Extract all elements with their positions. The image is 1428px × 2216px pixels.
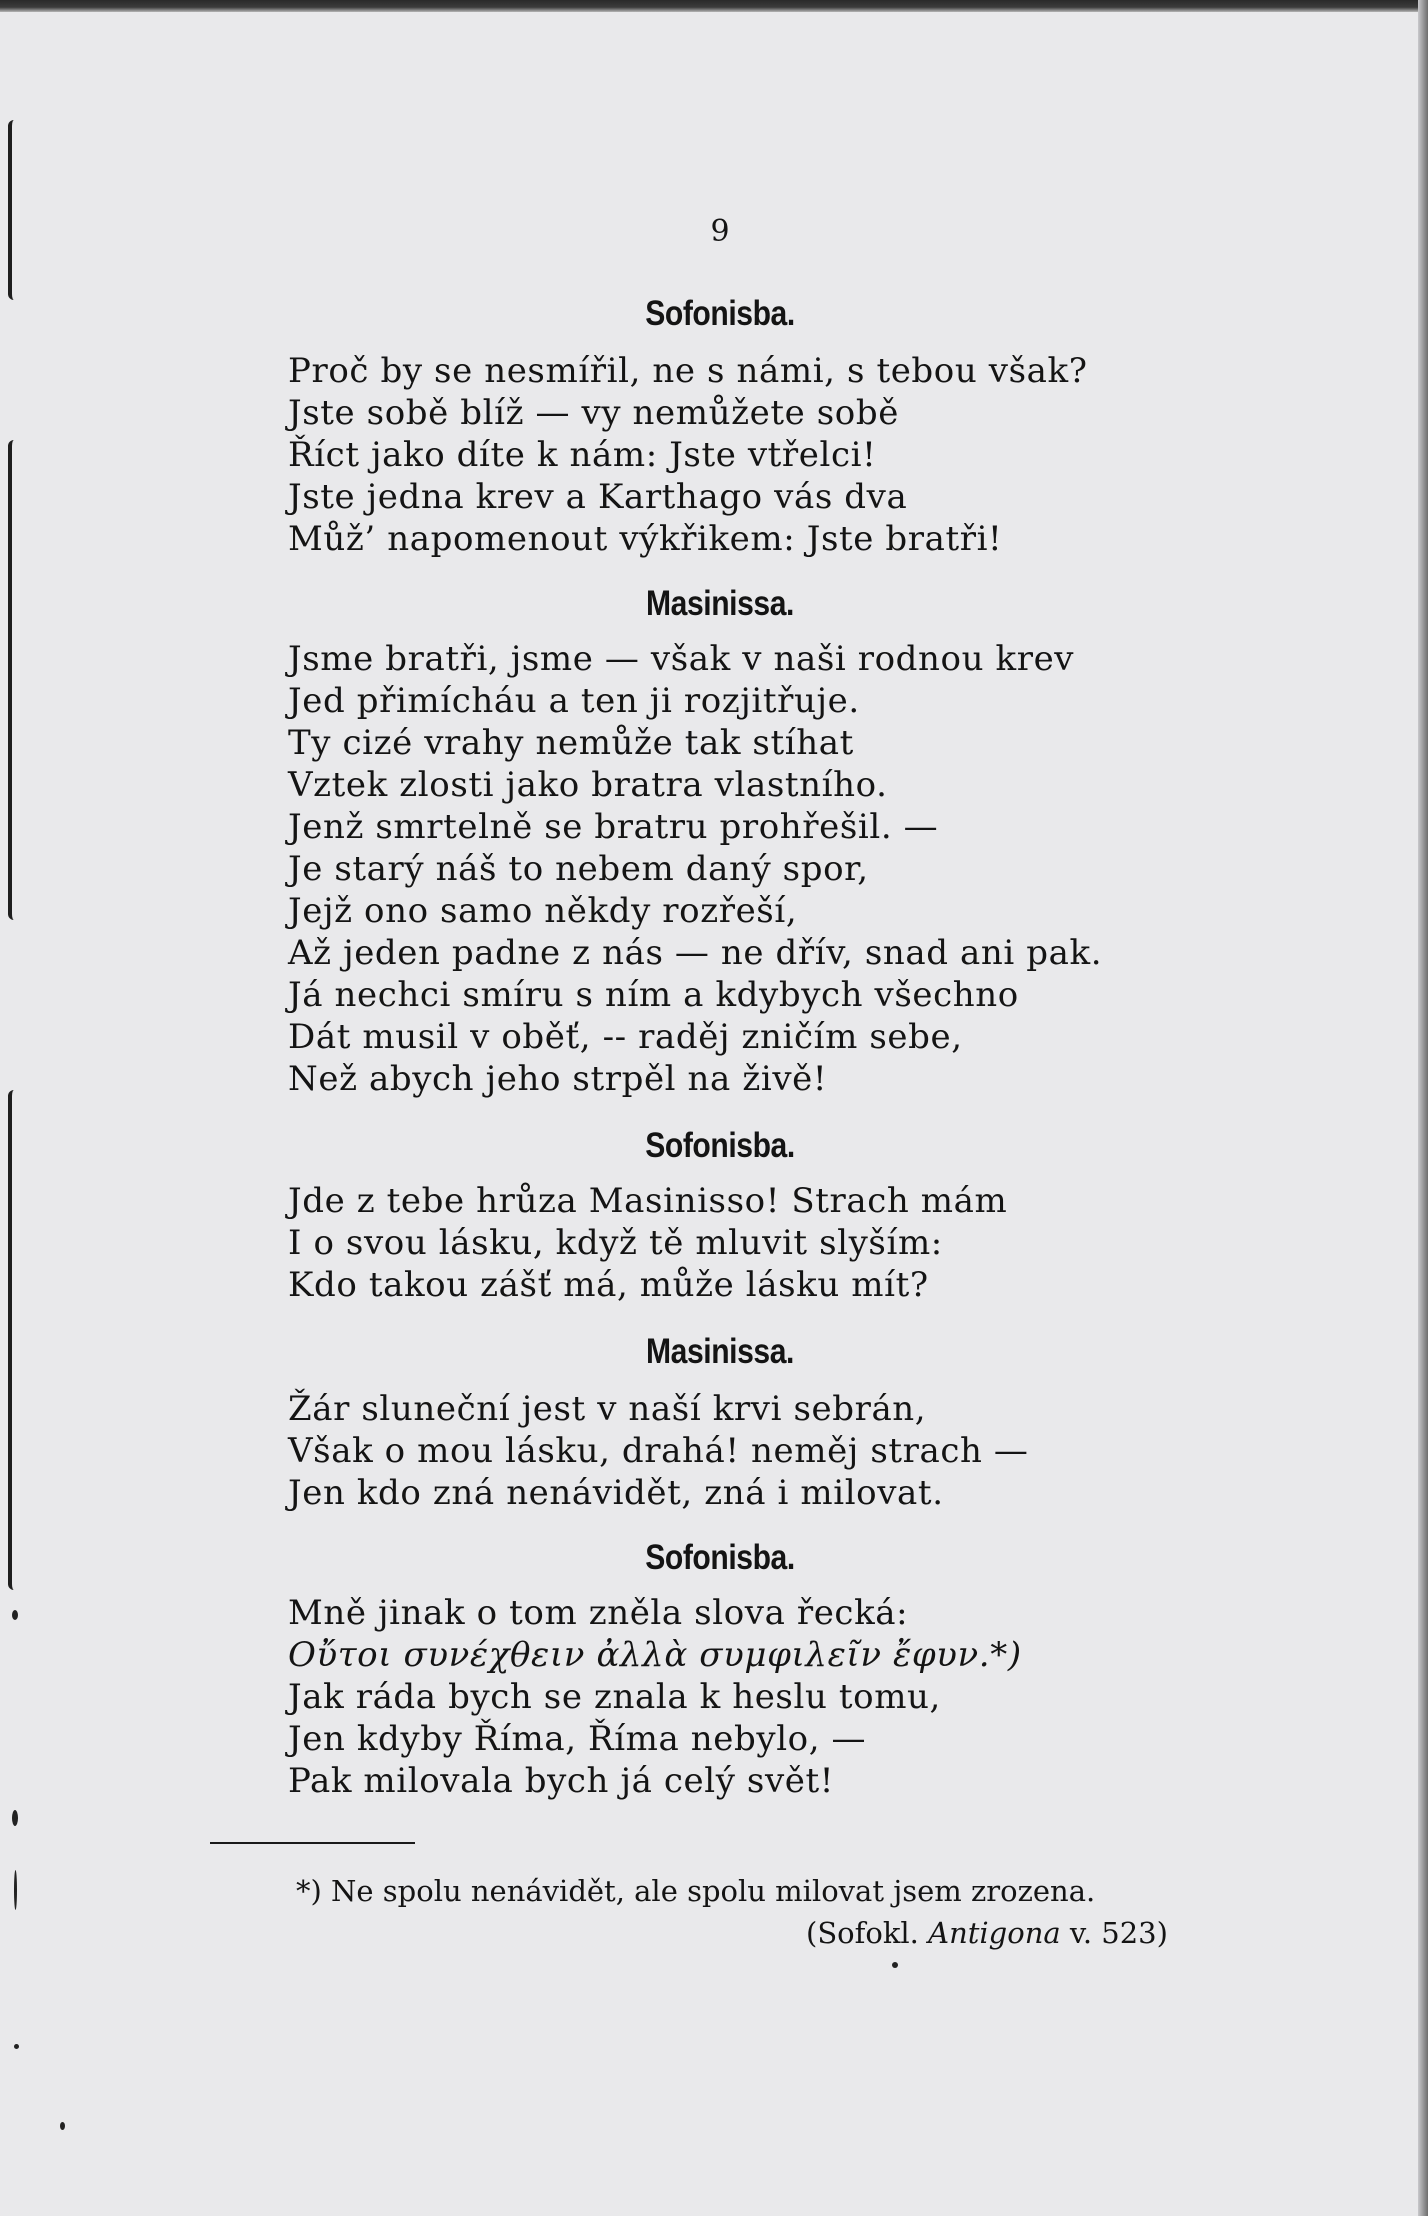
- top-border: [0, 0, 1428, 12]
- verse-line: Ty cizé vrahy nemůže tak stíhat: [288, 723, 854, 763]
- verse-line: Až jeden padne z nás — ne dřív, snad ani pak.: [288, 933, 1103, 973]
- verse-line: Však o mou lásku, drahá! neměj strach —: [288, 1431, 1029, 1471]
- speaker-heading: Sofonisba.: [645, 294, 795, 333]
- footnote-source: [296, 1912, 1168, 1954]
- speck: [892, 1962, 898, 1968]
- speck: [12, 1810, 18, 1826]
- verse-line: Jste sobě blíž — vy nemůžete sobě: [288, 393, 899, 433]
- verse-line: Jsme bratři, jsme — však v naši rodnou krev: [288, 639, 1075, 679]
- verse-line: Jen kdyby Říma, Říma nebylo, —: [288, 1719, 867, 1759]
- verse-line: I o svou lásku, když tě mluvit slyším:: [288, 1223, 943, 1263]
- verse-line: Je starý náš to nebem daný spor,: [288, 849, 869, 889]
- verse-line: Jste jedna krev a Karthago vás dva: [288, 477, 908, 517]
- speaker-heading: Masinissa.: [646, 1332, 794, 1371]
- verse-line: Žár sluneční jest v naší krvi sebrán,: [288, 1389, 927, 1429]
- verse-line: Jejž ono samo někdy rozřeší,: [288, 891, 798, 931]
- verse-line: Jak ráda bych se znala k heslu tomu,: [288, 1677, 941, 1717]
- page-number: 9: [710, 214, 730, 249]
- verse-line: Říct jako díte k nám: Jste vtřelci!: [288, 435, 877, 475]
- verse-line: Jde z tebe hrůza Masinisso! Strach mám: [288, 1181, 1008, 1221]
- speck: [60, 2122, 65, 2130]
- footnote: [296, 1870, 1168, 1954]
- speck: [14, 1870, 17, 1910]
- verse-line: Jenž smrtelně se bratru prohřešil. —: [288, 807, 939, 847]
- verse-line: Vztek zlosti jako bratra vlastního.: [288, 765, 888, 805]
- verse-line: Dát musil v oběť, -- raděj zničím sebe,: [288, 1017, 963, 1057]
- verse-block: [288, 350, 1088, 560]
- verse-line: Já nechci smíru s ním a kdybych všechno: [288, 975, 1019, 1015]
- verse-block: [288, 1180, 1007, 1306]
- verse-line: Mně jinak o tom zněla slova řecká:: [288, 1593, 909, 1633]
- source-close: v. 523): [1069, 1916, 1168, 1950]
- verse-line: Můž’ napomenout výkřikem: Jste bratři!: [288, 519, 1003, 559]
- verse-block: [288, 1592, 1022, 1802]
- verse-block: [288, 638, 1102, 1100]
- speck: [14, 2044, 19, 2049]
- binding-mark: [8, 120, 26, 300]
- speaker-heading: Sofonisba.: [645, 1126, 795, 1165]
- speaker-heading: Sofonisba.: [645, 1538, 795, 1577]
- footnote-rule: [210, 1842, 415, 1844]
- verse-block: [288, 1388, 1029, 1514]
- binding-mark: [8, 440, 26, 920]
- verse-line: Než abych jeho strpěl na živě!: [288, 1059, 828, 1099]
- source-work: Antigona: [928, 1916, 1061, 1950]
- greek-quote-line: Οὔτοι συνέχθειν ἀλλὰ συμφιλεῖν ἔφυν.*): [288, 1635, 1022, 1675]
- speck: [12, 1610, 18, 1620]
- binding-mark: [8, 1090, 26, 1590]
- right-page-edge: [1418, 0, 1428, 2216]
- verse-line: Proč by se nesmířil, ne s námi, s tebou však?: [288, 351, 1088, 391]
- verse-line: Jen kdo zná nenávidět, zná i milovat.: [288, 1473, 944, 1513]
- verse-line: Kdo takou zášť má, může lásku mít?: [288, 1265, 929, 1305]
- source-open: (Sofokl.: [806, 1916, 919, 1950]
- verse-line: Jed přimícháu a ten ji rozjitřuje.: [288, 681, 860, 721]
- speaker-heading: Masinissa.: [646, 584, 794, 623]
- verse-line: Pak milovala bych já celý svět!: [288, 1761, 835, 1801]
- footnote-text: *) Ne spolu nenávidět, ale spolu milovat jsem zrozena.: [296, 1874, 1096, 1908]
